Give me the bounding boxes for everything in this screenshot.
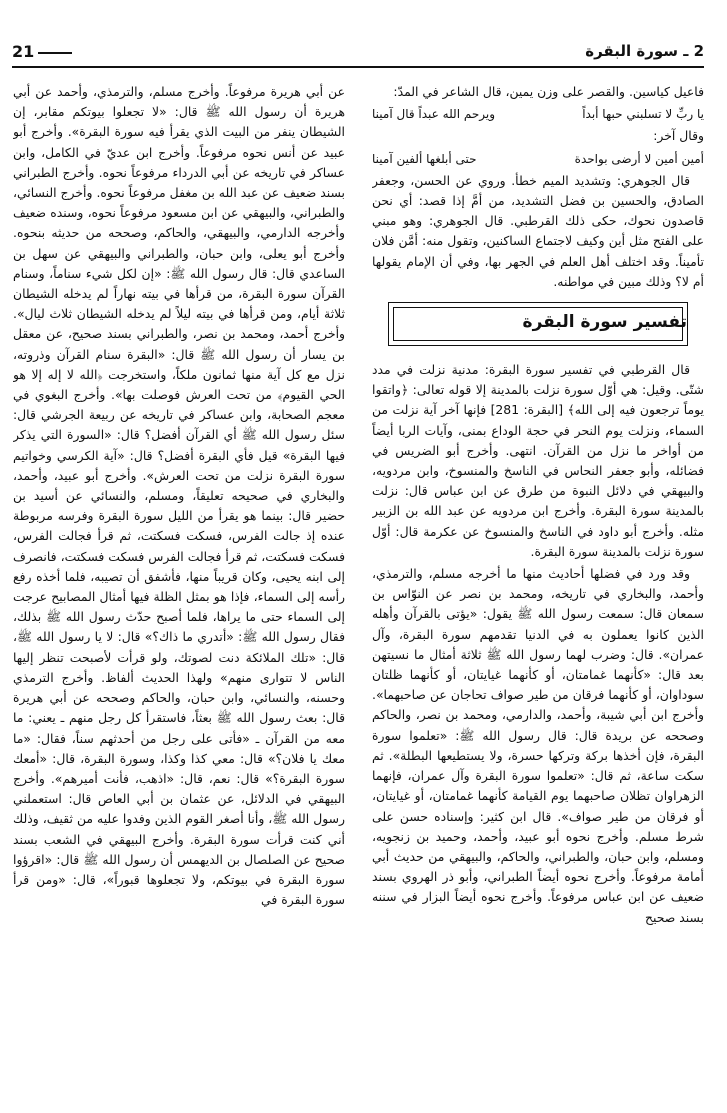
section-title: تفسير سورة البقرة [522,312,687,333]
verse-hemistich: يا ربِّ لا تسلبني حبها أبداً [582,107,704,122]
paragraph: وقال آخر: [653,128,704,144]
paragraph: قال الجوهري: وتشديد الميم خطأ. وروي عن الحسن، وجعفر الصادق، والحسين بن فضل التشديد، من أمَّ إذا قصد: أي نحن قاصدون نحوك، حكى ذلك القرطبي. قال الجوهري: وهو مبني على الفتح مثل أين وكيف لاجتماع الساكنين، وتقول منه: أمَّن فلان تأميناً. وقد اختلف أهل العلم في الجهر بها، وفي أن الإمام يقولها أم لا؟ وذلك مبين في مواطنه. [372,172,704,289]
poetry-verse [372,104,704,124]
page-header [12,44,704,68]
running-title: 2 ـ سورة البقرة [585,42,704,60]
verse-hemistich: حتى أبلغها ألفين آمينا [372,151,477,166]
poetry-verse [372,149,704,169]
paragraph: قال القرطبي في تفسير سورة البقرة: مدنية نزلت في مدد شتّى. وقيل: هي أوّل سورة نزلت بالمدينة إلا قوله تعالى: ﴿واتقوا يوماً ترجعون فيه إلى الله﴾ [البقرة: 281] فإنها آخر آية نزلت من السماء، ونزلت يوم النحر في حجة الوداع بمنى، وآيات الربا أيضاً من أواخر ما نزل من القرآن. انتهى. وأخرج أبو الضريس في فضائله، وأبو جعفر النحاس في الناسخ والمنسوخ، وابن مردويه، والبيهقي في دلائل النبوة من طرق عن ابن عباس قال: نزلت بالمدينة سورة البقرة. وأخرج ابن مردويه عن عبد الله بن الزبير مثله. وأخرج أبو داود في الناسخ والمنسوخ عن عكرمة قال: أوّل سورة نزلت بالمدينة سورة البقرة. [372,362,704,559]
paragraph: فاعيل كياسين. والقصر على وزن يمين، قال الشاعر في المدّ: [393,84,704,99]
paragraph: عن أبي هريرة مرفوعاً. وأخرج مسلم، والترمذي، وأحمد عن أبي هريرة أن رسول الله ﷺ قال: «لا تجعلوا بيوتكم مقابر، إن الشيطان ينفر من البيت الذي يقرأ فيه سورة البقرة». وأخرج أبو عبيد عن أنس نحوه مرفوعاً. وأخرج ابن عديّ في الكامل، وابن عساكر في تاريخه عن أبي الدرداء مرفوعاً نحوه. وأخرج الطبراني بسند ضعيف عن عبد الله بن مغفل مرفوعاً نحوه. وأخرج النسائي، والطبراني، والبيهقي عن ابن مسعود مرفوعاً نحوه، وسنده ضعيف وأخرجه الدارمي، والبيهقي، والحاكم، وصححه من حديثه بنحوه. وأخرج أبو يعلى، وابن حبان، والطبراني والبيهقي عن سهل بن الساعدي قال: قال رسول الله ﷺ: «إن لكل شيء سناماً، وسنام القرآن سورة البقرة، من قرأها في بيته نهاراً لم يدخله الشيطان ثلاثة أيام، ومن قرأها في بيته ليلاً لم يدخله الشيطان ثلاث ليال». وأخرج أحمد، ومحمد بن نصر، والطبراني بسند صحيح، عن معقل بن يسار أن رسول الله ﷺ قال: «البقرة سنام القرآن وذروته، نزل مع كل آية منها ثمانون ملكاً، واستخرجت ﴿الله لا إله إلا هو الحي القيوم﴾ من تحت العرش فوصلت بها». وأخرج البغوي في معجم الصحابة، وابن عساكر في تاريخه عن ربيعة الجرشي قال: سئل رسول الله ﷺ أي القرآن أفضل؟ قال: «السورة التي يذكر فيها البقرة» قيل فأي البقرة أفضل؟ قال: «آية الكرسي وخواتيم سورة البقرة نزلت من تحت العرش». وأخرج أبو عبيد، وأحمد، والبخاري في صحيحه تعليقاً، ومسلم، والنسائي عن أسيد بن حضير قال: بينما هو يقرأ من الليل سورة البقرة وفرسه مربوطة عنده إذ جالت الفرس، فسكت فسكتت، ثم قرأ فجالت الفرس، فسكت فسكتت، ثم قرأ فجالت الفرس فسكت فسكتت، فانصرف إلى ابنه يحيى، وكان قريباً منها، فأشفق أن تصيبه، فلما أخذه رفع رأسه إلى السماء، فإذا هو بمثل الظلة فيها أمثال المصابيح عرجت إلى السماء حتى ما يراها، فلما أصبح حدّث رسول الله ﷺ بذلك، فقال رسول الله ﷺ: «أتدري ما ذاك؟» قال: لا يا رسول الله ﷺ، قال: «تلك الملائكة دنت لصوتك، ولو قرأت لأصبحت تنظر إليها الناس لا تتوارى منهم» ولهذا الحديث ألفاظ. وأخرج الترمذي وحسنه، والنسائي، وابن حبان، والحاكم وصححه عن أبي هريرة قال: بعث رسول الله ﷺ بعثاً، فاستقرأ كل رجل منهم ـ يعني: ما معه من القرآن ـ «فأتى على رجل من أحدثهم سناً، فقال: «ما معك يا فلان؟» قال: معي كذا وكذا، وسورة البقرة، قال: «أمعك سورة البقرة؟» قال: نعم، قال: «اذهب، فأنت أميرهم». وأخرج البيهقي في الدلائل، عن عثمان بن أبي العاص قال: استعملني رسول الله ﷺ، وأنا أصغر القوم الذين وفدوا عليه من ثقيف، وذلك أني كنت قرأت سورة البقرة. وأخرج البيهقي في الشعب بسند صحيح عن الصلصال بن الديهمس أن رسول الله ﷺ قال: «اقرؤوا سورة البقرة في بيوتكم، ولا تجعلوها قبوراً»، قال: «ومن قرأ سورة البقرة في [13,84,345,908]
verse-hemistich: ويرحم الله عبداً قال آمينا [372,107,495,122]
page-number: 21 [12,42,72,61]
paragraph: وقد ورد في فضلها أحاديث منها ما أخرجه مسلم، والترمذي، وأحمد، والبخاري في تاريخه، ومحمد بن نصر عن النوّاس بن سمعان قال: سمعت رسول الله ﷺ يقول: «يؤتى بالقرآن وأهله الذين كانوا يعملون به في الدنيا تقدمهم سورة البقرة، وآل عمران». قال: وضرب لهما رسول الله ﷺ ثلاثة أمثال ما نسيتهن بعد قال: «كأنهما غمامتان، أو كأنهما غيايتان، أو كأنهما ظلتان سوداوان، أو كأنهما فرقان من طير صواف تحاجان عن صاحبهما». وأخرج ابن أبي شيبة، وأحمد، والدارمي، ومحمد بن نصر، والحاكم وصححه عن بريدة قال: قال رسول الله ﷺ: «تعلموا سورة البقرة، فإن أخذها بركة وتركها حسرة، ولا يستطيعها البطلة». ثم سكت ساعة، ثم قال: «تعلموا سورة البقرة وآل عمران، فإنهما الزهراوان تظلان صاحبهما يوم القيامة كأنهما غمامتان، أو غيايتان، أو فرقان من طير صواف». قال ابن كثير: وإسناده حسن على شرط مسلم. وأخرج نحوه أبو عبيد، وأحمد، وحميد بن زنجويه، ومسلم، وابن حبان، والطبراني، والحاكم، والبيهقي من حديث أبي أمامة مرفوعاً. وأخرج نحوه أيضاً الطبراني، وأبو ذر الهروي بسند ضعيف عن ابن عباس مرفوعاً. وأخرج نحوه أيضاً البزار في سننه بسند صحيح [372,566,704,925]
section-heading-box [388,302,688,346]
verse-hemistich: أمين أمين لا أرضى بواحدة [574,151,704,166]
left-column [13,82,345,1112]
right-column [372,82,704,1112]
